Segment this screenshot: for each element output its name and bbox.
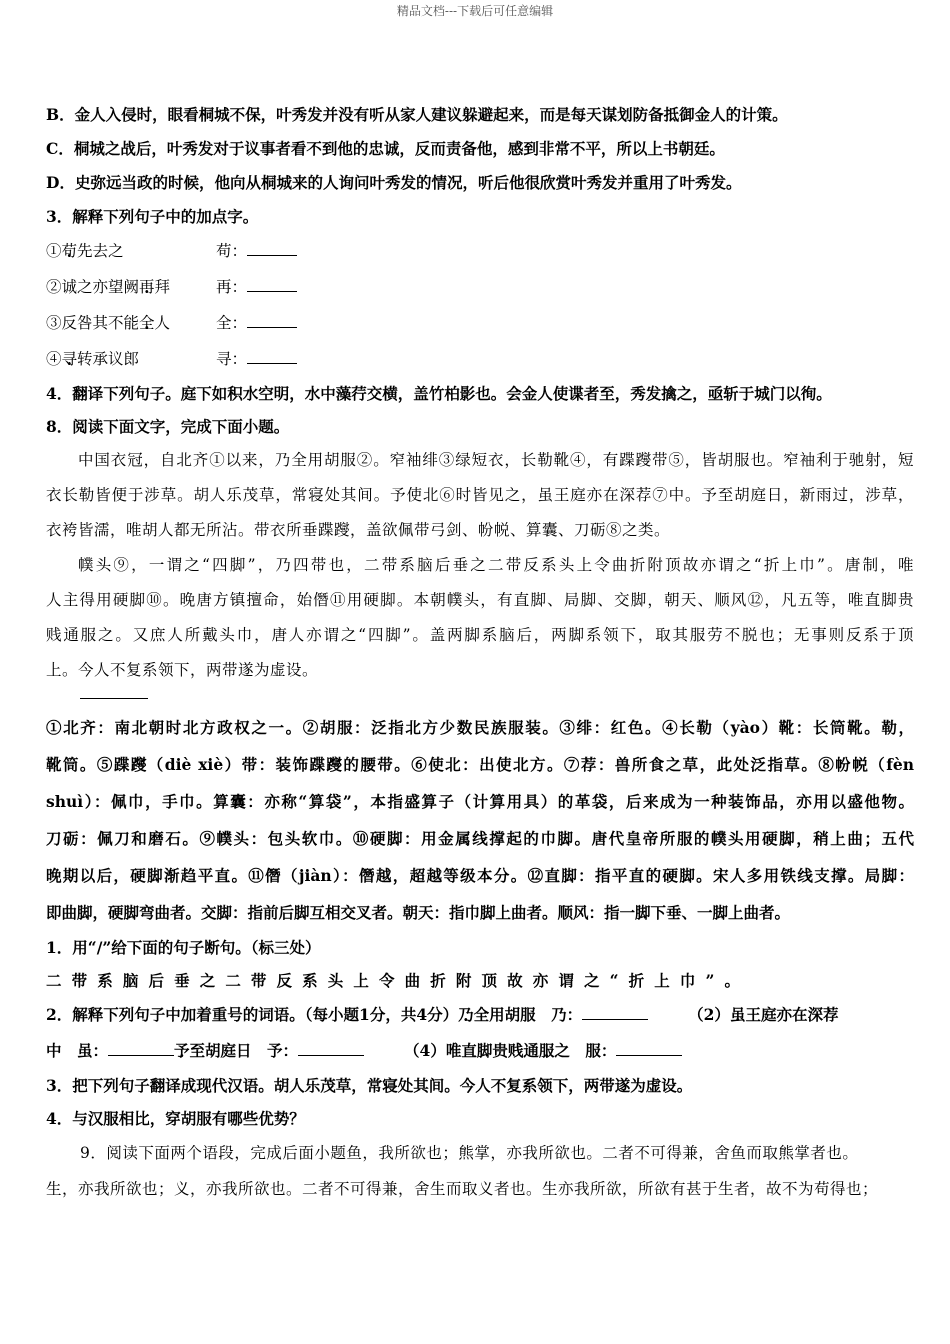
footnote-line: 刀砺：佩刀和磨石。⑨幞头：包头软巾。⑩硬脚：用金属线撑起的巾脚。唐代皇帝所服的幞头用硬脚，稍上曲；五代 [46,829,914,848]
passage-line: 衣袴皆濡，唯胡人都无所沾。带衣所垂蹀躞，盖欲佩带弓剑、帉帨、算囊、刀砺⑧之类。 [46,521,671,539]
document-body [46,98,914,1207]
option-text: 桐城之战后，叶秀发对于议事者看不到他的忠诚，反而责备他，感到非常不平，所以上书朝廷。 [73,139,725,158]
footnote-line: ①北齐：南北朝时北方政权之一。②胡服：泛指北方少数民族服装。③绯：红色。④长勒（yào）靴：长筒靴。勒， [46,718,914,737]
passage-line: 中国衣冠，自北齐①以来，乃全用胡服②。窄袖绯③绿短衣，长勒靴④，有蹀躞带⑤，皆胡服也。窄袖利于驰射，短 [78,451,914,469]
passage-line: 幞头⑨，一谓之“四脚”，乃四带也，二带系脑后垂之二带反系头上令曲折附顶故亦谓之“折上巾”。唐制，唯 [78,556,914,574]
sq1-sentence: 二带系脑后垂之二带反系头上令曲折附顶故亦谓之“折上巾”。 [46,971,746,990]
q3-item: ①苟先去之 苟： [46,233,914,269]
page-header: 精品文档---下载后可任意编辑 [396,4,554,18]
answer-blank[interactable] [247,347,297,364]
passage-line: 人主得用硬脚⑩。晚唐方镇擅命，始僭⑪用硬脚。本朝幞头，有直脚、局脚、交脚，朝天、顺风⑫，凡五等，唯直脚贵 [46,591,914,609]
option-label: B． [46,105,75,124]
passage-line: 上。今人不复系领下，两带遂为虚设。 [46,661,319,679]
answer-blank[interactable] [247,311,297,328]
sq1-title: 1．用“/”给下面的句子断句。（标三处） [46,938,321,957]
option-text: 史弥远当政的时候，他向从桐城来的人询问叶秀发的情况，听后他很欣赏叶秀发并重用了叶秀发。 [74,173,742,192]
answer-blank[interactable] [298,1039,364,1056]
option-b [46,98,914,132]
sq3-text: 3．把下列句子翻译成现代汉语。胡人乐茂草，常寝处其间。今人不复系领下，两带遂为虚设。 [46,1076,693,1095]
q3-item: ③反咎其不能全人 全： [46,305,914,341]
footnote-line: 靴筒。⑤蹀躞（diè xiè）带：装饰蹀躞的腰带。⑥使北：出使北方。⑦荐：兽所食之草，此处泛指草。⑧帉帨（fèn [46,755,914,774]
answer-blank[interactable] [582,1003,648,1020]
sq2-line2: 中 虽： 予至胡庭日 予： （4）唯直脚贵贱通服之 服： [46,1033,914,1069]
q9-line: 生，亦我所欲也；义，亦我所欲也。二者不可得兼，舍生而取义者也。生亦我所欲，所欲有甚于生者，故不为苟得也； [46,1180,879,1198]
q4-text: 4．翻译下列句子。庭下如积水空明，水中藻荇交横，盖竹柏影也。会金人使谍者至，秀发擒之，亟斩于城门以徇。 [46,384,832,403]
sq4-text: 4．与汉服相比，穿胡服有哪些优势？ [46,1109,305,1128]
option-c [46,132,914,166]
answer-blank[interactable] [247,275,297,292]
passage-line: 贱通服之。又庶人所戴头巾，唐人亦谓之“四脚”。盖两脚系脑后，两脚系领下，取其服劳不脱也；无事则反系于顶 [46,626,914,644]
footnote-divider [80,698,148,699]
q3-title: 3．解释下列句子中的加点字。 [46,207,259,226]
footnote-line: shuì）：佩巾，手巾。算囊：亦称“算袋”，本指盛算子（计算用具）的革袋，后来成为一种装饰品，亦用以盛他物。 [46,792,914,811]
option-d [46,166,914,200]
q8-passage [46,443,914,688]
option-label: C． [46,139,74,158]
option-text: 金人入侵时，眼看桐城不保，叶秀发并没有听从家人建议躲避起来，而是每天谋划防备抵御金人的计策。 [74,105,788,124]
footnotes [46,709,914,931]
q8-title: 8．阅读下面文字，完成下面小题。 [46,417,290,436]
answer-blank[interactable] [616,1039,682,1056]
q9-line: 9．阅读下面两个语段，完成后面小题鱼，我所欲也；熊掌，亦我所欲也。二者不可得兼，舍鱼而取熊掌者也。 [80,1144,859,1162]
q9-passage [46,1135,914,1207]
q3-item: ②诚之亦望阙再拜 再： [46,269,914,305]
option-label: D． [46,173,75,192]
footnote-line: 即曲脚，硬脚弯曲者。交脚：指前后脚互相交叉者。朝天：指巾脚上曲者。顺风：指一脚下垂、一脚上曲者。 [46,903,791,922]
answer-blank[interactable] [108,1039,174,1056]
sq2-line1: 2．解释下列句子中加着重号的词语。（每小题1分，共4分）乃全用胡服 乃： （2）虽王庭亦在深荐 [46,1005,839,1024]
answer-blank[interactable] [247,239,297,256]
passage-line: 衣长勒皆便于涉草。胡人乐茂草，常寝处其间。予使北⑥时皆见之，虽王庭亦在深荐⑦中。予至胡庭日，新雨过，涉草， [46,486,914,504]
q3-item: ④寻转承议郎 寻： [46,341,914,377]
footnote-line: 晚期以后，硬脚渐趋平直。⑪僭（jiàn）：僭越，超越等级本分。⑫直脚：指平直的硬脚。宋人多用铁线支撑。局脚： [46,866,914,885]
